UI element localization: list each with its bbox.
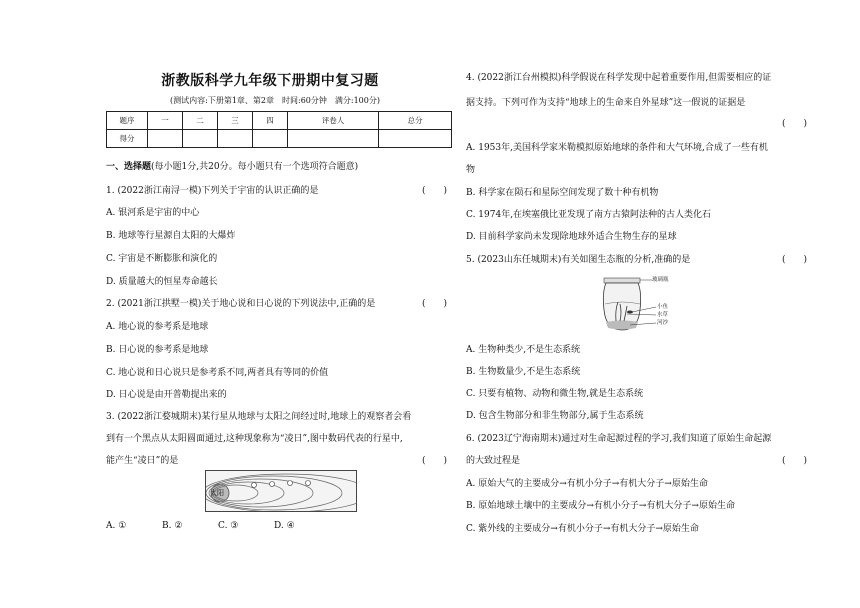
score-cell: 一 xyxy=(148,112,183,130)
q6-option-a: A. 原始大气的主要成分→有机小分子→有机大分子→原始生命 xyxy=(466,479,708,489)
section-title: 一、选择题 xyxy=(106,162,152,172)
q1-option-b: B. 地球等行星源自太阳的大爆炸 xyxy=(106,231,236,241)
score-cell: 题序 xyxy=(107,112,148,130)
solar-system-figure xyxy=(205,470,357,512)
page-subtitle: (测试内容:下册第1章、第2章 时间:60分钟 满分:100分) xyxy=(170,96,380,105)
q4-option-c: C. 1974年,在埃塞俄比亚发现了南方古猿阿法种的古人类化石 xyxy=(466,210,712,220)
question-3-stem-line-1: 3. (2022浙江婺城期末)某行星从地球与太阳之间经过时,地球上的观察者会看 xyxy=(106,412,412,422)
answer-bracket[interactable]: ( ) xyxy=(782,456,808,466)
question-5-stem: 5. (2023山东任城期末)有关如图生态瓶的分析,准确的是 xyxy=(466,255,691,265)
sand-label: 河沙 xyxy=(657,320,669,326)
q4-option-b: B. 科学家在陨石和星际空间发现了数十种有机物 xyxy=(466,188,659,198)
ecosystem-bottle-figure xyxy=(600,274,680,334)
score-cell xyxy=(148,130,183,148)
question-3-stem-line-2: 到有一个黑点从太阳圆面通过,这种现象称为“凌日”,图中数码代表的行星中, xyxy=(106,434,403,444)
q4-option-a-line-2: 物 xyxy=(466,165,476,175)
score-cell: 评卷人 xyxy=(288,112,379,130)
answer-bracket[interactable]: ( ) xyxy=(422,456,448,466)
q3-option-a: A. ① xyxy=(106,521,127,531)
q6-option-c: C. 紫外线的主要成分→有机小分子→有机大分子→原始生命 xyxy=(466,524,699,534)
q2-option-b: B. 日心说的参考系是地球 xyxy=(106,345,209,355)
section-note: (每小题1分,共20分。每小题只有一个选项符合题意) xyxy=(151,162,359,172)
q5-option-c: C. 只要有植物、动物和微生物,就是生态系统 xyxy=(466,389,644,399)
question-6-stem-line-2: 的大致过程是 xyxy=(466,456,521,466)
sun-label: 太阳 xyxy=(210,489,224,497)
q3-option-d: D. ④ xyxy=(274,521,295,531)
fish-label: 小鱼 xyxy=(657,304,669,310)
score-cell xyxy=(253,130,288,148)
page-title: 浙教版科学九年级下册期中复习题 xyxy=(161,73,379,89)
q5-option-a: A. 生物种类少,不是生态系统 xyxy=(466,345,581,355)
score-cell xyxy=(288,130,379,148)
score-table-row xyxy=(107,130,452,148)
score-cell xyxy=(183,130,218,148)
question-1-stem: 1. (2022浙江南浔一模)下列关于宇宙的认识正确的是 xyxy=(106,186,319,196)
score-cell: 三 xyxy=(218,112,253,130)
q1-option-a: A. 银河系是宇宙的中心 xyxy=(106,208,200,218)
score-table xyxy=(106,111,452,148)
answer-bracket[interactable]: ( ) xyxy=(782,255,808,265)
answer-bracket[interactable]: ( ) xyxy=(782,119,808,129)
score-cell: 得分 xyxy=(107,130,148,148)
q1-option-d: D. 质量越大的恒星寿命越长 xyxy=(106,277,218,287)
planet-orbits-icon xyxy=(206,471,356,511)
score-cell: 四 xyxy=(253,112,288,130)
q4-option-a-line-1: A. 1953年,美国科学家米勒模拟原始地球的条件和大气环境,合成了一些有机 xyxy=(466,143,768,153)
answer-bracket[interactable]: ( ) xyxy=(422,299,448,309)
question-3-stem-line-3: 能产生“凌日”的是 xyxy=(106,456,179,466)
q2-option-c: C. 地心说和日心说只是参考系不同,两者具有等同的价值 xyxy=(106,368,329,378)
q6-option-b: B. 原始地球土壤中的主要成分→有机小分子→有机大分子→原始生命 xyxy=(466,501,735,511)
score-cell xyxy=(379,130,452,148)
q3-option-b: B. ② xyxy=(162,521,183,531)
score-cell xyxy=(218,130,253,148)
score-table-header-row xyxy=(107,112,452,130)
question-4-stem-line-2: 据支持。下列可作为支持“地球上的生命来自外星球”这一假说的证据是 xyxy=(466,98,746,108)
q3-option-c: C. ③ xyxy=(218,521,239,531)
bottle-label: 玻璃瓶 xyxy=(652,277,669,283)
q5-option-b: B. 生物数量少,不是生态系统 xyxy=(466,367,581,377)
score-cell: 总分 xyxy=(379,112,452,130)
q2-option-a: A. 地心说的参考系是地球 xyxy=(106,322,209,332)
answer-bracket[interactable]: ( ) xyxy=(422,186,448,196)
score-cell: 二 xyxy=(183,112,218,130)
question-6-stem-line-1: 6. (2023辽宁海南期末)通过对生命起源过程的学习,我们知道了原始生命起源 xyxy=(466,434,772,444)
q2-option-d: D. 日心说是由开普勒提出来的 xyxy=(106,390,227,400)
section-heading xyxy=(106,159,358,172)
q4-option-d: D. 目前科学家尚未发现除地球外适合生物生存的星球 xyxy=(466,232,677,242)
q5-option-d: D. 包含生物部分和非生物部分,属于生态系统 xyxy=(466,411,644,421)
waterweed-label: 水草 xyxy=(657,312,669,318)
question-4-stem-line-1: 4. (2022浙江台州模拟)科学假说在科学发现中起着重要作用,但需要相应的证 xyxy=(466,73,772,83)
q1-option-c: C. 宇宙是不断膨胀和演化的 xyxy=(106,254,218,264)
question-2-stem: 2. (2021浙江拱墅一模)关于地心说和日心说的下列说法中,正确的是 xyxy=(106,299,376,309)
